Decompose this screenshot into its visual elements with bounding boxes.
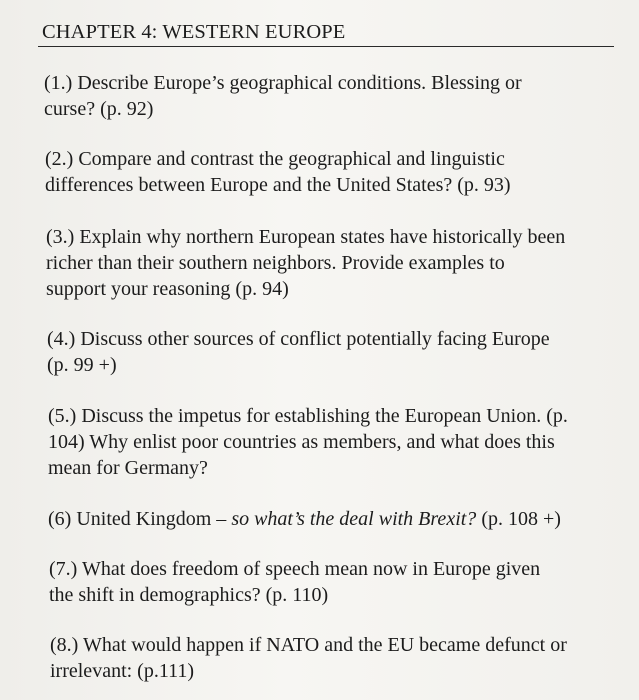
question-5-line-1: (5.) Discuss the impetus for establishing the European Union. (p. — [48, 405, 568, 427]
question-4 — [47, 326, 550, 378]
question-5-line-3: mean for Germany? — [48, 457, 208, 479]
question-6-suffix: (p. 108 +) — [476, 508, 561, 530]
title-underline — [38, 46, 614, 47]
question-3 — [46, 224, 565, 302]
question-7 — [49, 556, 540, 608]
question-1-line-2: curse? (p. 92) — [44, 98, 154, 120]
question-5 — [48, 403, 568, 481]
question-2-line-1: (2.) Compare and contrast the geographical and linguistic — [45, 148, 505, 170]
question-4-line-1: (4.) Discuss other sources of conflict potentially facing Europe — [47, 328, 550, 350]
question-1-line-1: (1.) Describe Europe’s geographical conditions. Blessing or — [44, 72, 522, 94]
question-6-line-1 — [48, 506, 561, 532]
question-3-line-2: richer than their southern neighbors. Provide examples to — [46, 252, 505, 274]
question-7-line-2: the shift in demographics? (p. 110) — [49, 584, 329, 606]
question-4-line-2: (p. 99 +) — [47, 354, 117, 376]
question-8 — [50, 632, 567, 684]
question-5-line-2: 104) Why enlist poor countries as members, and what does this — [48, 431, 555, 453]
question-6 — [48, 506, 561, 532]
question-2 — [45, 146, 511, 198]
question-3-line-1: (3.) Explain why northern European states have historically been — [46, 226, 566, 248]
question-8-line-1: (8.) What would happen if NATO and the EU became defunct or — [50, 634, 567, 656]
question-7-line-1: (7.) What does freedom of speech mean now in Europe given — [49, 558, 541, 580]
question-3-line-3: support your reasoning (p. 94) — [46, 278, 289, 300]
question-2-line-2: differences between Europe and the United States? (p. 93) — [45, 174, 511, 196]
chapter-title: CHAPTER 4: WESTERN EUROPE — [42, 21, 346, 43]
question-6-italic: so what’s the deal with Brexit? — [231, 508, 477, 530]
question-8-line-2: irrelevant: (p.111) — [50, 660, 195, 682]
question-1 — [44, 70, 522, 122]
question-6-prefix: (6) United Kingdom – — [48, 508, 232, 530]
